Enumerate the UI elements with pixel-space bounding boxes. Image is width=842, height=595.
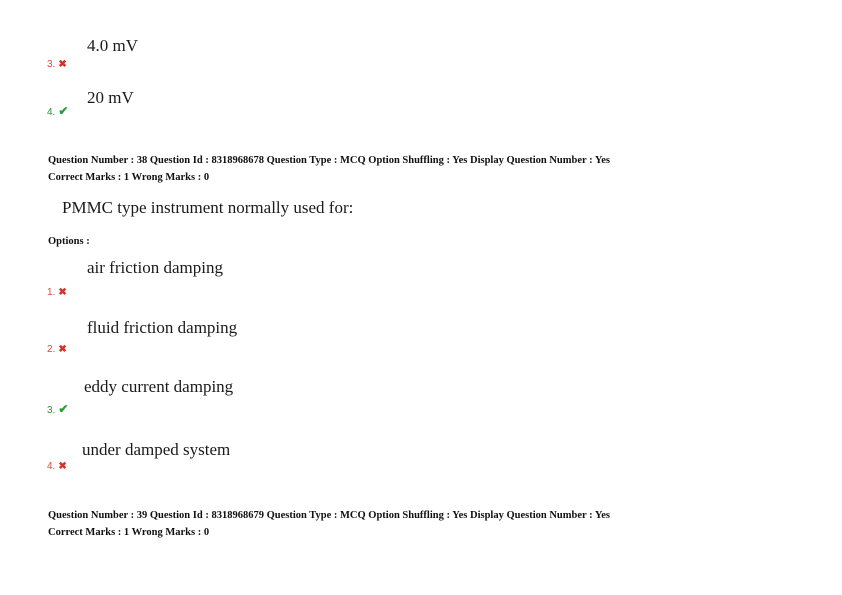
option-number: 3. <box>47 405 56 416</box>
option-number-row <box>47 54 67 72</box>
option-number-row <box>47 339 67 357</box>
option-number: 4. <box>47 107 56 118</box>
cross-mark-icon: ✖ <box>58 287 67 298</box>
option-number-row <box>47 400 68 418</box>
cross-mark-icon: ✖ <box>58 461 67 472</box>
option-text: 20 mV <box>87 88 134 107</box>
option-number: 1. <box>47 287 56 298</box>
cross-mark-icon: ✖ <box>58 344 67 355</box>
question-marks: Correct Marks : 1 Wrong Marks : 0 <box>48 172 210 183</box>
option-text: under damped system <box>82 440 231 459</box>
question-meta: Question Number : 39 Question Id : 8318968679 Question Type : MCQ Option Shuffling : Yes Display Question Number : Yes <box>48 510 611 521</box>
option-number-row <box>47 456 67 474</box>
option-number: 2. <box>47 344 56 355</box>
check-mark-icon: ✔ <box>58 402 69 416</box>
options-label: Options : <box>48 236 90 247</box>
option-text: eddy current damping <box>84 377 234 396</box>
cross-mark-icon: ✖ <box>58 59 67 70</box>
option-number: 3. <box>47 59 56 70</box>
check-mark-icon: ✔ <box>58 104 69 118</box>
option-text: 4.0 mV <box>87 36 138 55</box>
question-meta: Question Number : 38 Question Id : 8318968678 Question Type : MCQ Option Shuffling : Yes Display Question Number : Yes <box>48 155 611 166</box>
option-number-row <box>47 102 68 120</box>
question-marks: Correct Marks : 1 Wrong Marks : 0 <box>48 527 210 538</box>
option-text: fluid friction damping <box>87 318 238 337</box>
option-text: air friction damping <box>87 258 223 277</box>
option-number-row <box>47 282 67 300</box>
question-text: PMMC type instrument normally used for: <box>62 198 354 217</box>
option-number: 4. <box>47 461 56 472</box>
